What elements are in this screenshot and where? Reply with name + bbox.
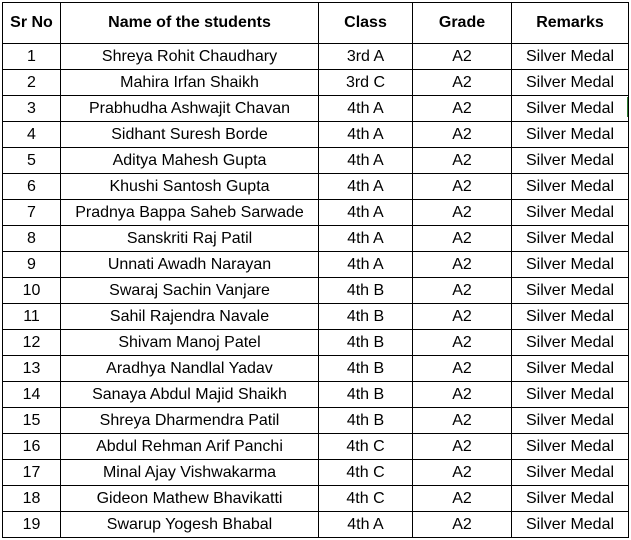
table-row xyxy=(3,408,629,434)
cell-grade[interactable]: A2 xyxy=(413,304,512,330)
cell-remarks[interactable]: Silver Medal xyxy=(512,408,629,434)
cell-remarks[interactable]: Silver Medal xyxy=(512,434,629,460)
cell-name[interactable]: Aditya Mahesh Gupta xyxy=(61,148,319,174)
cell-remarks[interactable]: Silver Medal xyxy=(512,512,629,538)
table-row xyxy=(3,70,629,96)
cell-name[interactable]: Prabhudha Ashwajit Chavan xyxy=(61,96,319,122)
cell-grade[interactable]: A2 xyxy=(413,512,512,538)
cell-name[interactable]: Shreya Dharmendra Patil xyxy=(61,408,319,434)
table-row xyxy=(3,200,629,226)
cell-sr-no[interactable]: 13 xyxy=(3,356,61,382)
cell-class[interactable]: 3rd A xyxy=(319,44,413,70)
students-table xyxy=(2,2,629,538)
cell-sr-no[interactable]: 6 xyxy=(3,174,61,200)
cell-sr-no[interactable]: 3 xyxy=(3,96,61,122)
cell-remarks[interactable]: Silver Medal xyxy=(512,278,629,304)
table-row xyxy=(3,252,629,278)
cell-class[interactable]: 4th B xyxy=(319,330,413,356)
cell-remarks[interactable]: Silver Medal xyxy=(512,356,629,382)
table-row xyxy=(3,174,629,200)
cell-remarks[interactable]: Silver Medal xyxy=(512,70,629,96)
cell-name[interactable]: Shivam Manoj Patel xyxy=(61,330,319,356)
cell-name[interactable]: Sanskriti Raj Patil xyxy=(61,226,319,252)
cell-name[interactable]: Minal Ajay Vishwakarma xyxy=(61,460,319,486)
cell-sr-no[interactable]: 8 xyxy=(3,226,61,252)
cell-grade[interactable]: A2 xyxy=(413,408,512,434)
cell-remarks[interactable]: Silver Medal xyxy=(512,252,629,278)
cell-remarks[interactable]: Silver Medal xyxy=(512,382,629,408)
cell-class[interactable]: 4th A xyxy=(319,226,413,252)
cell-class[interactable]: 4th A xyxy=(319,148,413,174)
table-row xyxy=(3,460,629,486)
cell-sr-no[interactable]: 18 xyxy=(3,486,61,512)
cell-name[interactable]: Mahira Irfan Shaikh xyxy=(61,70,319,96)
table-row xyxy=(3,304,629,330)
cell-sr-no[interactable]: 4 xyxy=(3,122,61,148)
cell-sr-no[interactable]: 14 xyxy=(3,382,61,408)
table-row xyxy=(3,356,629,382)
table-row xyxy=(3,44,629,70)
cell-grade[interactable]: A2 xyxy=(413,122,512,148)
cell-sr-no[interactable]: 11 xyxy=(3,304,61,330)
cell-remarks[interactable]: Silver Medal xyxy=(512,44,629,70)
cell-class[interactable]: 4th B xyxy=(319,382,413,408)
table-row xyxy=(3,512,629,538)
cell-name[interactable]: Shreya Rohit Chaudhary xyxy=(61,44,319,70)
cell-remarks[interactable]: Silver Medal xyxy=(512,486,629,512)
table-body xyxy=(3,44,629,538)
header-remarks[interactable]: Remarks xyxy=(512,3,629,44)
cell-class[interactable]: 4th B xyxy=(319,356,413,382)
cell-remarks[interactable]: Silver Medal xyxy=(512,226,629,252)
cell-grade[interactable]: A2 xyxy=(413,252,512,278)
cell-sr-no[interactable]: 10 xyxy=(3,278,61,304)
cell-name[interactable]: Swaraj Sachin Vanjare xyxy=(61,278,319,304)
table-row xyxy=(3,148,629,174)
cell-sr-no[interactable]: 15 xyxy=(3,408,61,434)
cell-name[interactable]: Sidhant Suresh Borde xyxy=(61,122,319,148)
cell-grade[interactable]: A2 xyxy=(413,174,512,200)
cell-sr-no[interactable]: 2 xyxy=(3,70,61,96)
cell-grade[interactable]: A2 xyxy=(413,70,512,96)
table-header xyxy=(3,3,629,44)
cell-name[interactable]: Aradhya Nandlal Yadav xyxy=(61,356,319,382)
cell-remarks[interactable]: Silver Medal xyxy=(512,460,629,486)
cell-grade[interactable]: A2 xyxy=(413,148,512,174)
cell-sr-no[interactable]: 16 xyxy=(3,434,61,460)
cell-remarks[interactable]: Silver Medal xyxy=(512,122,629,148)
cell-remarks[interactable]: Silver Medal xyxy=(512,174,629,200)
cell-sr-no[interactable]: 7 xyxy=(3,200,61,226)
table-row xyxy=(3,96,629,122)
cell-sr-no[interactable]: 19 xyxy=(3,512,61,538)
cell-class[interactable]: 4th B xyxy=(319,304,413,330)
header-sr-no[interactable]: Sr No xyxy=(3,3,61,44)
cell-grade[interactable]: A2 xyxy=(413,434,512,460)
table-row xyxy=(3,382,629,408)
cell-grade[interactable]: A2 xyxy=(413,356,512,382)
cell-name[interactable]: Sahil Rajendra Navale xyxy=(61,304,319,330)
cell-name[interactable]: Pradnya Bappa Saheb Sarwade xyxy=(61,200,319,226)
cell-name[interactable]: Swarup Yogesh Bhabal xyxy=(61,512,319,538)
table-row xyxy=(3,226,629,252)
cell-class[interactable]: 4th A xyxy=(319,252,413,278)
cell-grade[interactable]: A2 xyxy=(413,460,512,486)
header-class[interactable]: Class xyxy=(319,3,413,44)
cell-grade[interactable]: A2 xyxy=(413,200,512,226)
cell-name[interactable]: Unnati Awadh Narayan xyxy=(61,252,319,278)
cell-class[interactable]: 3rd C xyxy=(319,70,413,96)
cell-class[interactable]: 4th C xyxy=(319,460,413,486)
cell-sr-no[interactable]: 12 xyxy=(3,330,61,356)
cell-class[interactable]: 4th B xyxy=(319,278,413,304)
cell-remarks[interactable]: Silver Medal xyxy=(512,96,629,122)
cell-grade[interactable]: A2 xyxy=(413,486,512,512)
cell-sr-no[interactable]: 17 xyxy=(3,460,61,486)
cell-grade[interactable]: A2 xyxy=(413,382,512,408)
cell-name[interactable]: Sanaya Abdul Majid Shaikh xyxy=(61,382,319,408)
cell-selection-marker xyxy=(627,97,628,117)
cell-grade[interactable]: A2 xyxy=(413,226,512,252)
cell-class[interactable]: 4th A xyxy=(319,512,413,538)
table-row xyxy=(3,486,629,512)
cell-remarks[interactable]: Silver Medal xyxy=(512,330,629,356)
cell-class[interactable]: 4th A xyxy=(319,122,413,148)
cell-grade[interactable]: A2 xyxy=(413,278,512,304)
cell-grade[interactable]: A2 xyxy=(413,44,512,70)
cell-class[interactable]: 4th A xyxy=(319,174,413,200)
cell-class[interactable]: 4th B xyxy=(319,408,413,434)
cell-name[interactable]: Khushi Santosh Gupta xyxy=(61,174,319,200)
cell-sr-no[interactable]: 1 xyxy=(3,44,61,70)
table-row xyxy=(3,434,629,460)
cell-class[interactable]: 4th A xyxy=(319,200,413,226)
cell-name[interactable]: Abdul Rehman Arif Panchi xyxy=(61,434,319,460)
cell-remarks[interactable]: Silver Medal xyxy=(512,200,629,226)
table-row xyxy=(3,278,629,304)
header-name[interactable]: Name of the students xyxy=(61,3,319,44)
cell-remarks[interactable]: Silver Medal xyxy=(512,148,629,174)
cell-sr-no[interactable]: 9 xyxy=(3,252,61,278)
table-row xyxy=(3,122,629,148)
cell-class[interactable]: 4th C xyxy=(319,486,413,512)
cell-grade[interactable]: A2 xyxy=(413,96,512,122)
header-grade[interactable]: Grade xyxy=(413,3,512,44)
cell-class[interactable]: 4th C xyxy=(319,434,413,460)
header-row xyxy=(3,3,629,44)
cell-name[interactable]: Gideon Mathew Bhavikatti xyxy=(61,486,319,512)
cell-sr-no[interactable]: 5 xyxy=(3,148,61,174)
table-row xyxy=(3,330,629,356)
cell-grade[interactable]: A2 xyxy=(413,330,512,356)
cell-remarks[interactable]: Silver Medal xyxy=(512,304,629,330)
cell-class[interactable]: 4th A xyxy=(319,96,413,122)
